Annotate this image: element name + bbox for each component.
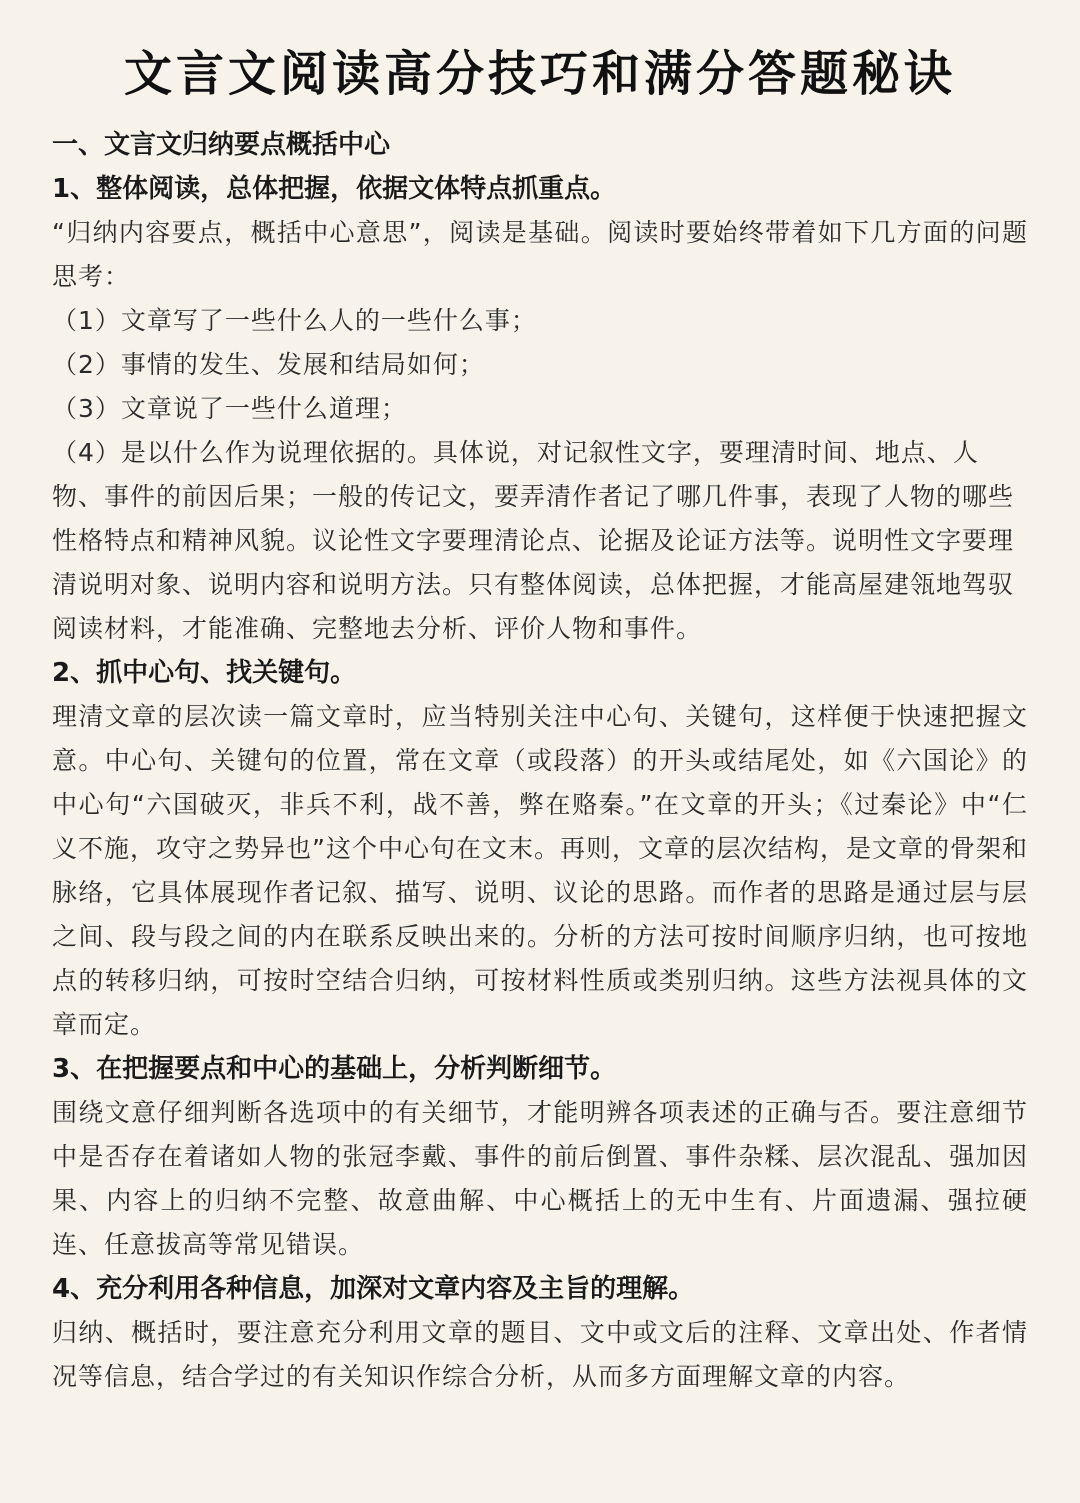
page-title: 文言文阅读高分技巧和满分答题秘诀 <box>123 46 956 102</box>
point-4-body: 归纳、概括时，要注意充分利用文章的题目、文中或文后的注释、文章出处、作者情况等信息，结合学过的有关知识作综合分析，从而多方面理解文章的内容。 <box>52 1317 1028 1391</box>
list-item: （4）是以什么作为说理依据的。具体说，对记叙性文字，要理清时间、地点、人物、事件的前因后果；一般的传记文，要弄清作者记了哪几件事，表现了人物的哪些性格特点和精神风貌。议论性文字要理清论点、论据及论证方法等。说明性文字要理清说明对象、说明内容和说明方法。只有整体阅读，总体把握，才能高屋建瓴地驾驭阅读材料，才能准确、完整地去分析、评价人物和事件。 <box>52 437 1015 643</box>
point-heading-4: 4、充分利用各种信息，加深对文章内容及主旨的理解。 <box>52 1273 695 1304</box>
point-heading-2: 2、抓中心句、找关键句。 <box>52 657 357 688</box>
point-2-body: 理清文章的层次读一篇文章时，应当特别关注中心句、关键句，这样便于快速把握文意。中心句、关键句的位置，常在文章（或段落）的开头或结尾处，如《六国论》的中心句“六国破灭，非兵不利，战不善，弊在赂秦。”在文章的开头；《过秦论》中“仁义不施，攻守之势异也”这个中心句在文末。再则，文章的层次结构，是文章的骨架和脉络，它具体展现作者记叙、描写、说明、议论的思路。而作者的思路是通过层与层之间、段与段之间的内在联系反映出来的。分析的方法可按时间顺序归纳，也可按地点的转移归纳，可按时空结合归纳，可按材料性质或类别归纳。这些方法视具体的文章而定。 <box>52 701 1028 1039</box>
point-heading-3: 3、在把握要点和中心的基础上，分析判断细节。 <box>52 1053 617 1084</box>
point-1-intro: “归纳内容要点，概括中心意思”，阅读是基础。阅读时要始终带着如下几方面的问题思考： <box>52 217 1028 291</box>
list-item: （2）事情的发生、发展和结局如何； <box>52 349 485 379</box>
point-heading-1: 1、整体阅读，总体把握，依据文体特点抓重点。 <box>52 173 617 204</box>
list-item: （3）文章说了一些什么道理； <box>52 393 407 423</box>
point-3-body: 围绕文意仔细判断各选项中的有关细节，才能明辨各项表述的正确与否。要注意细节中是否存在着诸如人物的张冠李戴、事件的前后倒置、事件杂糅、层次混乱、强加因果、内容上的归纳不完整、故意曲解、中心概括上的无中生有、片面遗漏、强拉硬连、任意拔高等常见错误。 <box>52 1097 1028 1259</box>
list-item: （1）文章写了一些什么人的一些什么事； <box>52 305 537 335</box>
section-heading-1: 一、文言文归纳要点概括中心 <box>52 129 391 160</box>
